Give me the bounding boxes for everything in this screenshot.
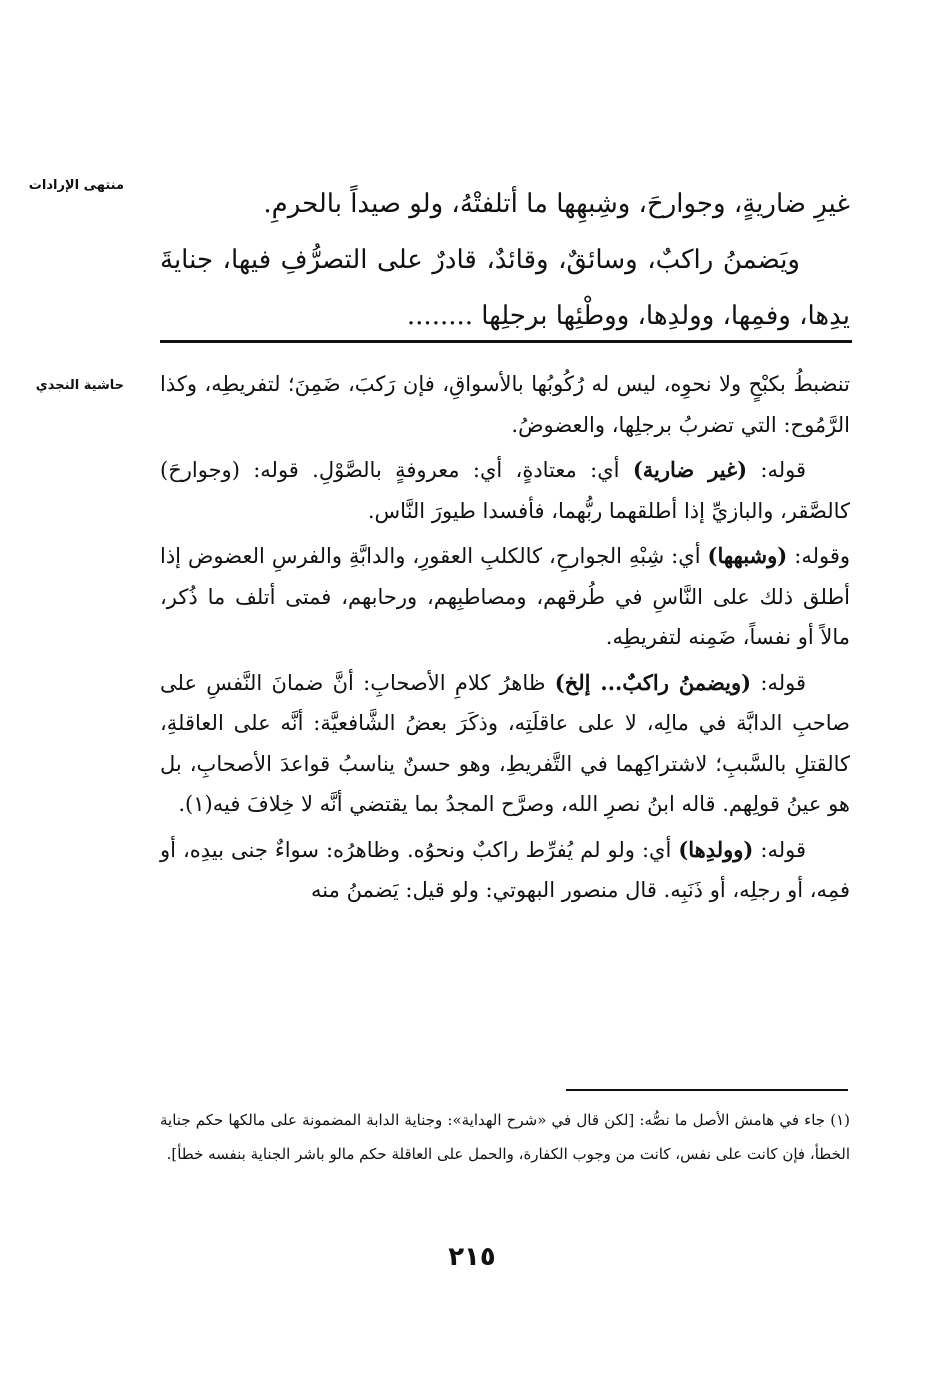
commentary-keyword: (وشبهها) xyxy=(707,543,788,568)
commentary-keyword: (غير ضارية) xyxy=(632,457,748,482)
commentary-paragraph xyxy=(160,536,850,658)
main-text-paragraph: ويَضمنُ راكبٌ، وسائقٌ، وقائدٌ، قادرٌ على التصرُّفِ فيها، جنايةَ يدِها، وفمِها، وولدِها، ووطْئِها برجلِها ........ xyxy=(160,245,850,331)
commentary-paragraph xyxy=(160,450,850,531)
commentary-lead: قوله: xyxy=(751,670,806,695)
commentary-body: أي: ولو لم يُفرِّط راكبٌ ونحوُه. وظاهرُه: سواءٌ جنى بيدِه، أو فمِه، أو رجلِه، أو ذَنَبِه. قال منصور البهوتي: ولو قيل: يَضمنُ منه xyxy=(160,837,850,902)
commentary-lead: قوله: xyxy=(753,837,807,862)
commentary-lead: قوله: xyxy=(747,458,806,482)
commentary-lead: وقوله: xyxy=(787,544,851,568)
footnote-divider xyxy=(566,1089,848,1091)
commentary-paragraph xyxy=(160,364,850,445)
commentary-body: ظاهرُ كلامِ الأصحابِ: أنَّ ضمانَ النَّفسِ على صاحبِ الدابَّة في مالِه، لا على عاقلَتِه، وذكَرَ بعضُ الشَّافعيَّة: أنَّه على العاقلةِ، كالقتلِ بالسَّببِ؛ لاشتراكِهما في التَّفريطِ، وهو حسنٌ يناسبُ قواعدَ الأصحابِ، بل هو عينُ قولِهم. قاله ابنُ نصرِ الله، وصرَّح المجدُ بما يقتضي أنَّه لا خِلافَ فيه(١). xyxy=(160,670,850,816)
margin-label-book-title: منتهى الإرادات xyxy=(28,178,124,193)
commentary-body: أي: شِبْهِ الجوارحِ، كالكلبِ العقورِ، والدابَّةِ والفرسِ العضوض إذا أطلق ذلك على النَّاسِ في طُرقهم، ومصاطبِهم، ورحابهم، فمتى أتلف ما ذُكر، مالاً أو نفساً، ضَمِنه لتفريطِه. xyxy=(160,544,850,649)
section-divider xyxy=(160,340,852,343)
main-text xyxy=(160,176,850,344)
page-number: ٢١٥ xyxy=(448,1242,496,1272)
commentary-paragraph xyxy=(160,663,850,825)
commentary-keyword: (وولدِها) xyxy=(678,836,754,862)
footnote xyxy=(160,1103,850,1171)
commentary-body: أي: معتادةٍ، أي: معروفةٍ بالصَّوْلِ. قوله: (وجوارحَ) كالصَّقر، والبازيِّ إذا أطلقهما ربُّهما، فأفسدا طيورَ النَّاس. xyxy=(160,458,850,523)
footnote-text: (١) جاء في هامش الأصل ما نصُّه: [لكن قال في «شرح الهداية»: وجناية الدابة المضمونة على مالكها حكم جناية الخطأ، فإن كانت على نفس، كانت من وجوب الكفارة، والحمل على العاقلة حكم مالو باشر الجناية بنفسه خطأ]. xyxy=(160,1111,850,1163)
commentary-text xyxy=(160,364,850,916)
main-text-line: غيرِ ضاريةٍ، وجوارحَ، وشِبهِها ما أتلفتْهُ، ولو صيداً بالحرمِ. xyxy=(263,189,850,219)
commentary-keyword: (ويضمنُ راكبٌ... إلخ) xyxy=(554,669,752,695)
commentary-body: تنضبطُ بكبْحٍ ولا نحوِه، ليس له رُكُوبُها بالأسواقِ، فإن رَكبَ، ضَمِنَ؛ لتفريطِه، وكذا الرَّمُوح: التي تضربُ برجلِها، والعضوضُ. xyxy=(160,372,850,437)
commentary-paragraph xyxy=(160,830,850,911)
margin-label-commentary-title: حاشية النجدي xyxy=(35,378,124,393)
